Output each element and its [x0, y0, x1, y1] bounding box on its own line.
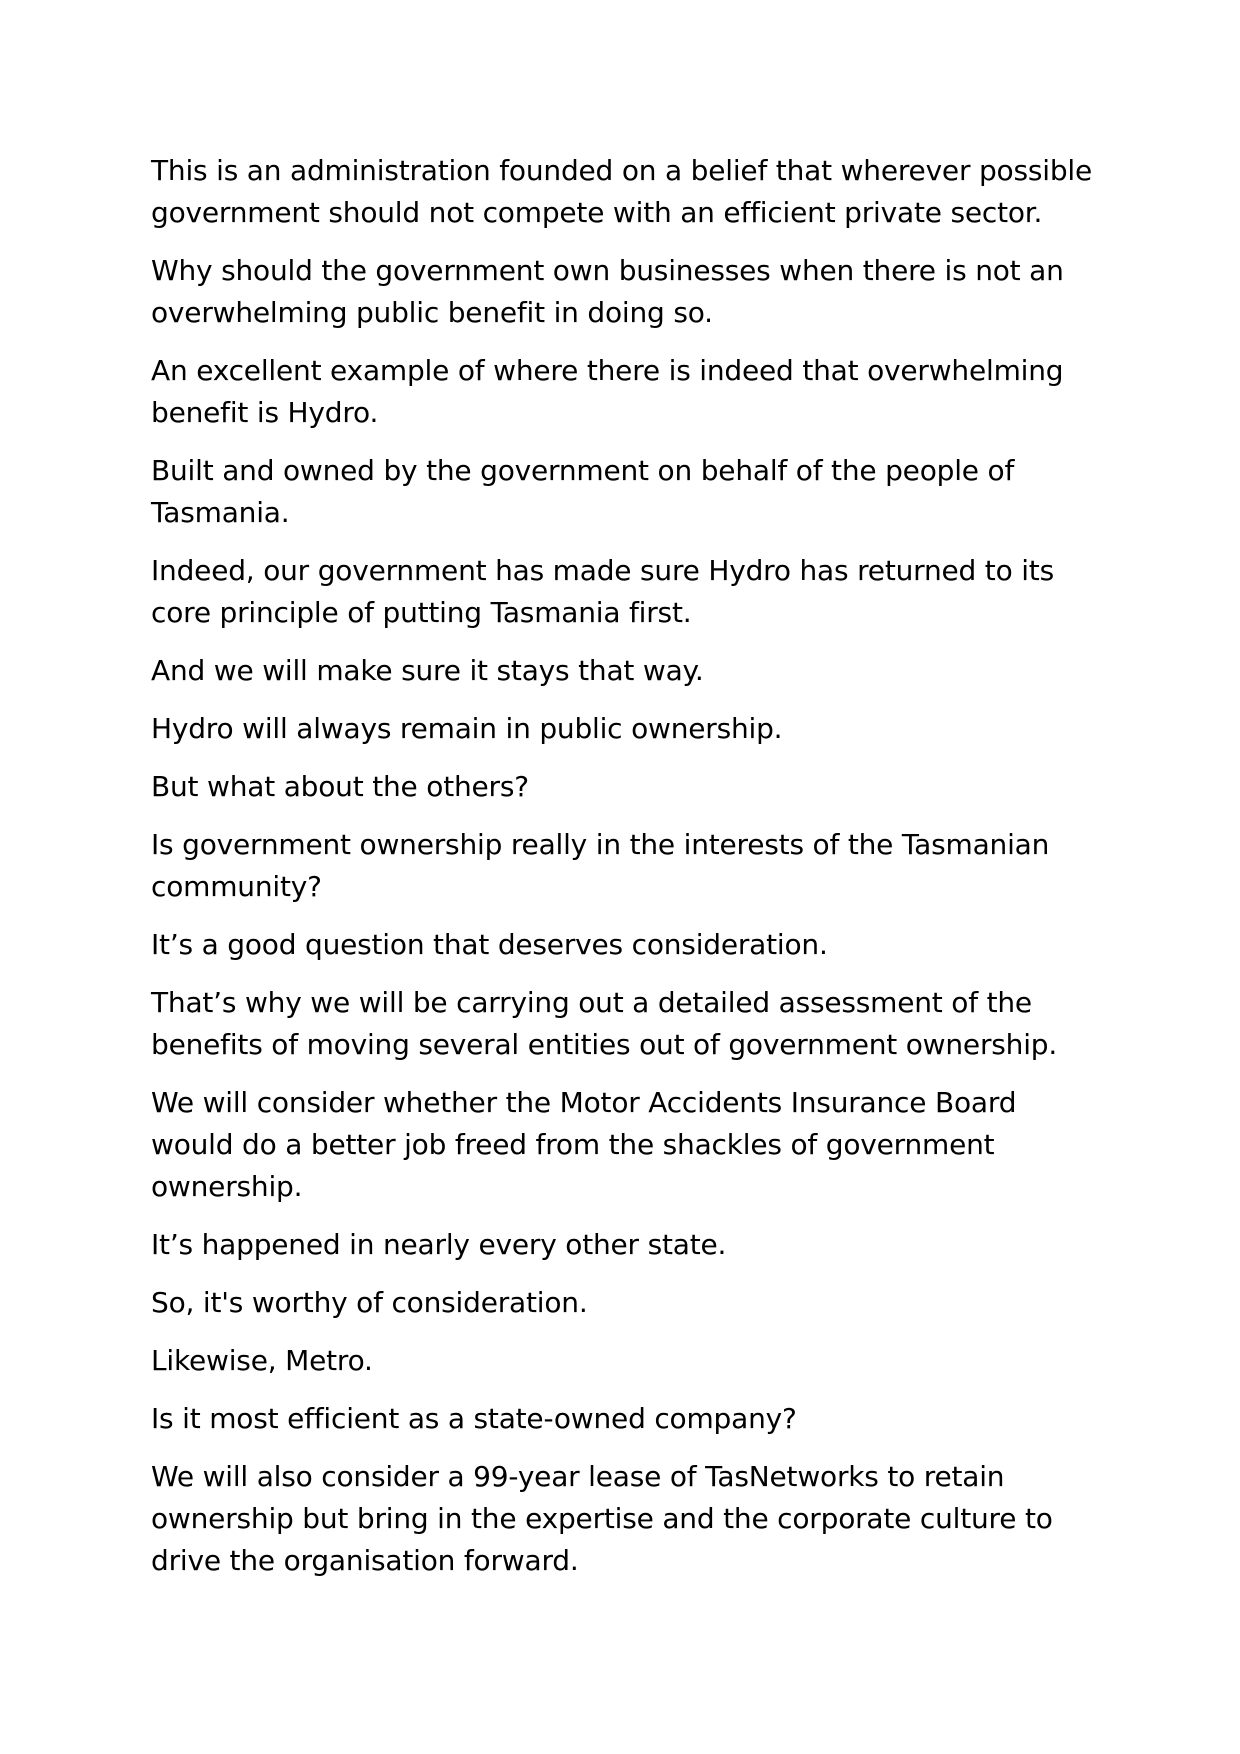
text-line: Hydro will always remain in public ownership. [151, 712, 783, 745]
text-line: We will consider whether the Motor Accidents Insurance Board [151, 1086, 1017, 1119]
text-line: An excellent example of where there is indeed that overwhelming [151, 354, 1064, 387]
paragraph-7 [151, 708, 1091, 750]
text-line: So, it's worthy of consideration. [151, 1286, 588, 1319]
text-line: It’s happened in nearly every other state. [151, 1228, 727, 1261]
paragraph-15 [151, 1340, 1091, 1382]
text-line: government should not compete with an efficient private sector. [151, 196, 1043, 229]
paragraph-14 [151, 1282, 1091, 1324]
paragraph-13 [151, 1224, 1091, 1266]
text-line: ownership but bring in the expertise and the corporate culture to [151, 1502, 1053, 1535]
paragraph-6 [151, 650, 1091, 692]
text-line: benefit is Hydro. [151, 396, 379, 429]
text-line: It’s a good question that deserves consideration. [151, 928, 828, 961]
text-line: Built and owned by the government on behalf of the people of [151, 454, 1015, 487]
paragraph-5 [151, 550, 1091, 634]
text-line: drive the organisation forward. [151, 1544, 579, 1577]
text-line: Is government ownership really in the interests of the Tasmanian [151, 828, 1050, 861]
paragraph-3 [151, 350, 1091, 434]
document-body [151, 150, 1091, 1598]
text-line: This is an administration founded on a belief that wherever possible [151, 154, 1093, 187]
text-line: Is it most efficient as a state-owned company? [151, 1402, 797, 1435]
text-line: core principle of putting Tasmania first. [151, 596, 692, 629]
text-line: Indeed, our government has made sure Hydro has returned to its [151, 554, 1054, 587]
paragraph-2 [151, 250, 1091, 334]
paragraph-4 [151, 450, 1091, 534]
paragraph-11 [151, 982, 1091, 1066]
text-line: That’s why we will be carrying out a detailed assessment of the [151, 986, 1032, 1019]
text-line: ownership. [151, 1170, 303, 1203]
text-line: Likewise, Metro. [151, 1344, 373, 1377]
paragraph-1 [151, 150, 1091, 234]
text-line: And we will make sure it stays that way. [151, 654, 704, 687]
paragraph-16 [151, 1398, 1091, 1440]
text-line: community? [151, 870, 322, 903]
paragraph-8 [151, 766, 1091, 808]
text-line: Tasmania. [151, 496, 290, 529]
paragraph-9 [151, 824, 1091, 908]
text-line: benefits of moving several entities out of government ownership. [151, 1028, 1058, 1061]
text-line: overwhelming public benefit in doing so. [151, 296, 713, 329]
paragraph-17 [151, 1456, 1091, 1582]
text-line: Why should the government own businesses when there is not an [151, 254, 1064, 287]
text-line: would do a better job freed from the shackles of government [151, 1128, 995, 1161]
text-line: But what about the others? [151, 770, 529, 803]
paragraph-10 [151, 924, 1091, 966]
text-line: We will also consider a 99-year lease of TasNetworks to retain [151, 1460, 1005, 1493]
paragraph-12 [151, 1082, 1091, 1208]
